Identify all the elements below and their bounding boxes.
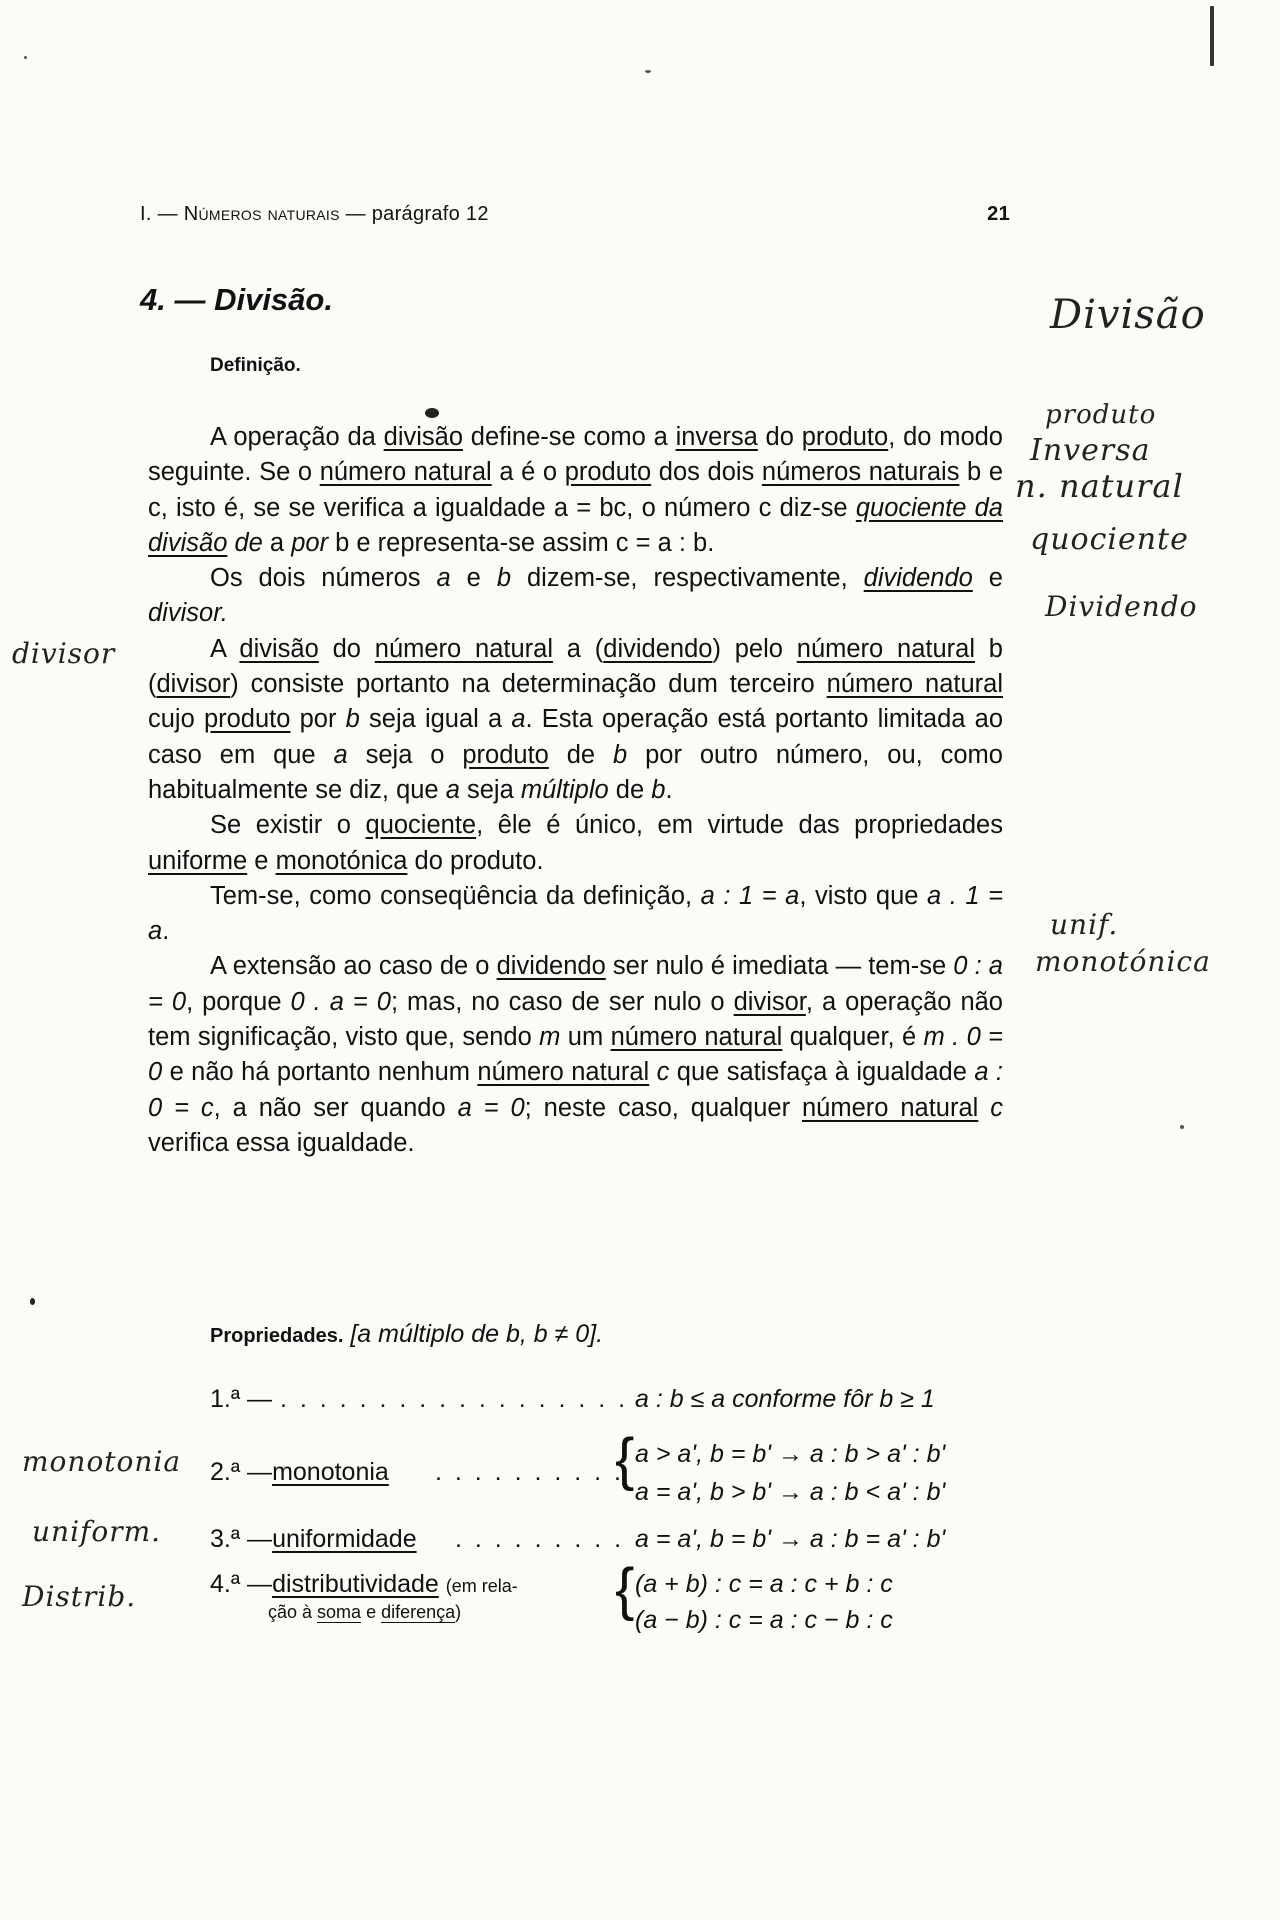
scan-speck [24,56,27,59]
running-head-chapter: Números naturais [183,203,340,225]
property-name: uniformidade [272,1525,417,1553]
handwritten-note: Dividendo [1045,590,1198,623]
text-run: de [608,775,652,804]
text-run: ; neste caso, qualquer [524,1093,802,1122]
property-number: 2.ª — [210,1458,273,1486]
text-run: A extensão ao caso de o [210,952,497,981]
text-run: do [318,634,375,663]
text-run: , a não ser quando [213,1093,458,1122]
math-var: c [649,1058,670,1087]
math-var: c [978,1093,1003,1122]
text-run: e [972,564,1003,593]
paragraph-division-explained [148,632,1003,808]
text-run: ser nulo é imediata — tem-se [605,952,954,981]
text-run: qualquer, é [782,1023,924,1052]
formula: 0 . a = 0 [290,987,391,1016]
handwritten-note: Inversa [1030,433,1151,468]
text-run: por outro número, ou, como habitualmente se diz, que [148,740,1003,804]
text-run: Se existir o [210,811,366,840]
text-run: A operação da [210,423,384,451]
underlined-term: inversa [675,423,758,451]
text-run: seja [459,775,521,804]
underlined-term: número natural [796,634,975,663]
text-run: ção à [268,1602,318,1622]
text-run: a é o [491,458,565,487]
formula: a : 0 = c [148,1058,1003,1122]
property-name: distributividade [272,1570,439,1598]
definition-subtitle: Definição. [210,355,301,376]
text-run: , do modo seguinte. Se o [148,423,1003,487]
formula: a = 0 [457,1093,525,1122]
page-number: 21 [987,203,1010,225]
body-text [148,420,1003,1161]
handwritten-note: uniform. [32,1515,162,1548]
property-number: 1.ª — [210,1385,273,1413]
text-run: . [162,917,170,946]
text-run: cujo [148,705,204,734]
text-run: b e c, isto é, se se verifica a igualdade a = bc, o número c diz-se [148,458,1004,522]
properties-title: Propriedades. [210,1325,344,1347]
formula: m . 0 = 0 [148,1023,1004,1087]
property-label [210,1458,389,1487]
italic-term: divisão [148,528,228,557]
text-run: a [262,528,292,557]
running-head-section: — parágrafo 12 [339,203,489,225]
italic-term: dividendo [863,564,973,593]
property-number: 4.ª — [210,1570,273,1598]
brace: { [615,1557,635,1622]
section-title: 4. — Divisão. [140,282,333,317]
underlined-term: quociente [365,811,477,840]
math-var: b [651,775,666,804]
paragraph-definition [148,420,1003,561]
handwritten-note: quociente [1030,522,1189,557]
property-label [210,1570,518,1599]
property-formula: a : b ≤ a conforme fôr b ≥ 1 [635,1385,935,1413]
underlined-term: diferença [381,1602,456,1622]
property-formula: (a + b) : c = a : c + b : c [635,1570,893,1598]
dot-leader: . . . . . . . . . . [435,1458,624,1486]
text-run: Tem-se, como conseqüência da definição, [210,881,701,910]
underlined-term: produto [801,423,889,451]
italic-term: divisor. [148,599,228,628]
underlined-term: número natural [826,670,1003,699]
text-run: e [361,1602,382,1622]
handwritten-note: Divisão [1050,292,1206,338]
text-run: A [210,634,240,663]
math-var: a [436,564,451,593]
math-var: m [539,1023,561,1052]
text-run: ) consiste portanto na determinação dum terceiro [230,670,827,699]
math-var: b [496,564,512,593]
text-run: ; mas, no caso de ser nulo o [390,987,734,1016]
text-run: de [548,740,613,769]
text-run: , a operação não tem significação, visto que, sendo [148,987,1003,1052]
page-edge-mark [1210,6,1214,66]
text-run: b ( [148,634,1003,699]
scan-speck [30,1298,35,1305]
text-run: que satisfaça à igualdade [669,1058,975,1087]
underlined-term: dividendo [496,952,606,981]
underlined-term: número natural [374,634,553,663]
handwritten-note: divisor [12,637,116,670]
italic-term: por [291,528,329,557]
text-run: define-se como a [463,423,676,451]
property-note-line2 [268,1602,461,1623]
handwritten-note: monotónica [1035,945,1211,978]
property-formula: (a − b) : c = a : c − b : c [635,1606,893,1634]
text-run: , êle é único, em virtude das propriedades [476,811,1003,840]
text-run: do produto. [407,846,544,875]
paragraph-zero-case [148,949,1003,1161]
property-formula: a > a', b = b' → a : b > a' : b' [635,1440,946,1468]
text-run: a ( [553,634,604,663]
property-formula: a = a', b = b' → a : b = a' : b' [635,1525,946,1553]
underlined-term: divisor [733,987,806,1016]
handwritten-note: Distrib. [22,1580,137,1613]
underlined-term: número natural [477,1058,650,1087]
text-run: , visto que [799,881,928,910]
text-run: um [560,1023,611,1052]
text-run: dizem-se, respectivamente, [511,564,864,593]
text-run: ) pelo [712,634,797,663]
underlined-term: número natural [610,1023,783,1052]
text-run: ) [455,1602,462,1622]
text-run: . Esta operação está portanto limitada ao caso em que [148,705,1003,769]
brace: { [615,1427,635,1492]
italic-term: quociente da [855,493,1003,522]
paragraph-uniqueness [148,808,1003,879]
text-run: b e representa-se assim c = a : b. [328,528,715,557]
dot-leader: . . . . . . . . . . . . . . . . . . [280,1385,629,1413]
underlined-term: dividendo [603,634,713,663]
math-var: b [613,740,628,769]
scan-speck [645,70,651,73]
italic-term: múltiplo [520,775,609,804]
underlined-term: uniforme [148,846,248,875]
paragraph-consequence [148,879,1003,950]
underlined-term: produto [564,458,652,487]
running-head-prefix: I. — [140,203,184,225]
dot-leader: . . . . . . . . . [455,1525,625,1553]
properties-heading [210,1320,603,1349]
math-var: a [333,740,348,769]
text-run: Os dois números [210,564,437,593]
formula: a : 1 = a [700,881,800,910]
math-var: a [445,775,460,804]
text-run: , porque [186,987,291,1016]
text-run: . [665,775,673,804]
text-run: dos dois [651,458,762,487]
property-note: (em rela- [445,1576,518,1596]
paragraph-dividend-divisor [148,561,1003,632]
property-label [210,1525,417,1554]
text-run: seja igual a [359,705,512,734]
math-var: a [511,705,526,734]
underlined-term: números naturais [761,458,960,487]
italic-term: de [227,528,263,557]
properties-condition: [a múltiplo de b, b ≠ 0]. [350,1320,604,1348]
handwritten-note: n. natural [1015,467,1184,505]
property-name: monotonia [272,1458,389,1486]
property-number: 3.ª — [210,1525,273,1553]
handwritten-note: produto [1045,400,1157,430]
underlined-term: divisor [156,670,231,699]
underlined-term: soma [317,1602,362,1622]
property-formula: a = a', b > b' → a : b < a' : b' [635,1478,946,1506]
handwritten-note: monotonia [22,1445,182,1478]
underlined-term: divisão [383,423,464,451]
text-run: seja o [347,740,463,769]
running-head [140,203,1010,226]
underlined-term: divisão [239,634,319,663]
underlined-term: monotónica [275,846,408,875]
formula: a . 1 = a [148,881,1003,946]
text-run: e [450,564,497,593]
underlined-term: produto [462,740,549,769]
text-run: e não há portanto nenhum [162,1058,478,1087]
scan-speck [1180,1125,1184,1129]
math-var: b [345,705,360,734]
underlined-term: número natural [801,1093,979,1122]
text-run: do [757,423,802,451]
underlined-term: produto [203,705,291,734]
formula: 0 : a = 0 [148,952,1003,1016]
handwritten-note: unif. [1050,908,1119,941]
text-run: por [290,705,346,734]
text-run: e [247,846,276,875]
ink-blot [425,408,439,418]
text-run: verifica essa igualdade. [148,1128,415,1157]
underlined-term: número natural [319,458,492,487]
